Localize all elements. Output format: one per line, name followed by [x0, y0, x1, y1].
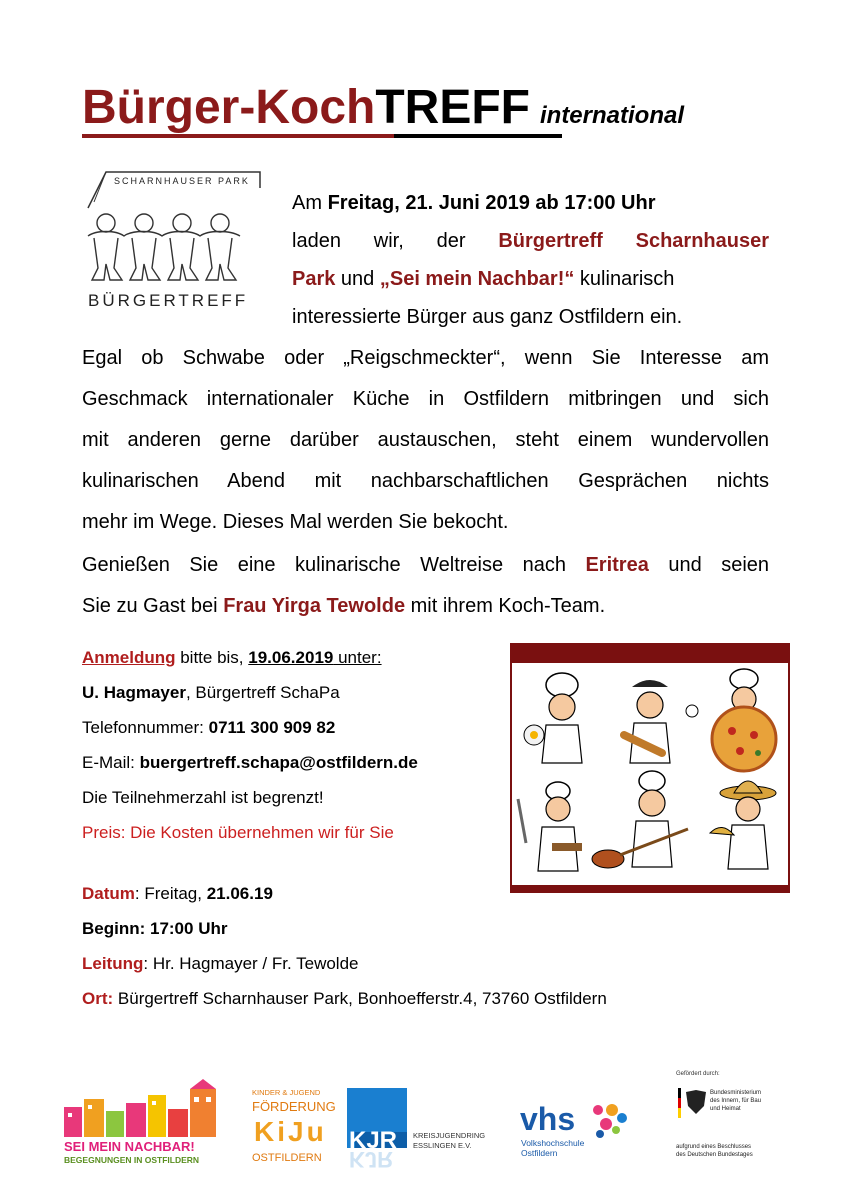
lead-line [82, 946, 607, 981]
title-underline-red [82, 134, 394, 138]
bmi-line1: Bundesministerium [710, 1090, 762, 1096]
kjr-line2: ESSLINGEN E.V. [413, 1141, 472, 1150]
paragraph-line: mehr im Wege. Dieses Mal werden Sie bekocht. [82, 511, 509, 533]
vhs-mark: vhs [520, 1101, 576, 1137]
vhs-line1: Volkshochschule [521, 1138, 585, 1148]
title-part-buerger-koch: Bürger-Koch [82, 81, 376, 134]
nachbar-title: SEI MEIN NACHBAR! [64, 1139, 195, 1154]
kjr-logo [347, 1088, 486, 1172]
event-date: Freitag, 21. Juni 2019 ab 17:00 Uhr [327, 192, 656, 214]
chef-figure [518, 782, 582, 871]
host-name-part: Bürgertreff [498, 230, 603, 252]
intro-word: wir, [373, 230, 404, 252]
bmi-line2: des Innern, für Bau [710, 1098, 762, 1104]
kiju-line3: KiJu [254, 1116, 327, 1147]
chef-figure [624, 680, 698, 763]
price-note: Preis: Die Kosten übernehmen wir für Sie [82, 823, 394, 842]
contact-name-line [82, 675, 418, 710]
registration-info [82, 640, 418, 850]
contact-name: U. Hagmayer [82, 683, 186, 702]
intro-text: und [335, 268, 380, 290]
vhs-line2: Ostfildern [521, 1148, 558, 1158]
chef-figure [712, 669, 776, 771]
paragraph-line: kulinarischen Abend mit nachbarschaftlichen Gesprächen nichts [82, 470, 769, 492]
host-name-part: Park [292, 268, 336, 290]
chef-figure [710, 781, 776, 869]
cuisine-paragraph [82, 545, 769, 627]
nachbar-subtitle: BEGEGNUNGEN IN OSTFILDERN [64, 1155, 200, 1165]
bmi-funded-label: Gefördert durch: [676, 1071, 720, 1077]
paragraph-line [82, 545, 769, 586]
country-name: Eritrea [585, 554, 649, 576]
paragraph-text: mit ihrem Koch-Team. [405, 595, 606, 617]
email-line [82, 745, 418, 780]
email-label: E-Mail: [82, 753, 140, 772]
sei-mein-nachbar-logo [62, 1085, 222, 1167]
kjr-mark: KJR [349, 1127, 398, 1154]
bmi-line3: und Heimat [710, 1106, 741, 1112]
intro-word: der [436, 230, 466, 252]
event-details [82, 876, 607, 1016]
start-time: Beginn: 17:00 Uhr [82, 919, 228, 938]
paragraph-line: mit anderen gerne darüber austauschen, steht einem wundervollen [82, 429, 769, 451]
date-text: : Freitag, [134, 884, 207, 903]
registration-text: bitte bis, [175, 648, 249, 667]
email-address[interactable]: buergertreff.schapa@ostfildern.de [139, 753, 418, 772]
intro-text: Am [292, 192, 328, 214]
paragraph-line [82, 586, 769, 627]
phone-number: 0711 300 909 82 [208, 718, 336, 737]
registration-label: Anmeldung [82, 648, 176, 667]
date-line [82, 876, 607, 911]
participant-limit-note: Die Teilnehmerzahl ist begrenzt! [82, 788, 324, 807]
host-name-part: Scharnhauser [635, 230, 769, 252]
paragraph-line: Geschmack internationaler Küche in Ostfildern mitbringen und sich [82, 388, 769, 410]
kiju-line4: OSTFILDERN [252, 1152, 322, 1164]
registration-line [82, 640, 418, 675]
bmi-line5: des Deutschen Bundestages [676, 1152, 753, 1158]
page-title [82, 80, 684, 135]
chefs-illustration [510, 643, 790, 893]
bmi-funding-logo [674, 1066, 784, 1166]
phone-label: Telefonnummer: [82, 718, 209, 737]
intro-line-3 [292, 260, 674, 298]
place-label: Ort: [82, 989, 114, 1008]
kiju-line2: FÖRDERUNG [252, 1099, 336, 1114]
intro-text: kulinarisch [574, 268, 675, 290]
chef-figure [524, 673, 582, 763]
logo-bottom-text: BÜRGERTREFF [88, 291, 249, 310]
paragraph-text: Genießen Sie eine kulinarische Weltreise nach [82, 554, 586, 576]
intro-line-4: interessierte Bürger aus ganz Ostfildern ein. [292, 306, 683, 328]
partner-name: „Sei mein Nachbar!“ [379, 268, 575, 290]
paragraph-line: Egal ob Schwabe oder „Reigschmeckter“, wenn Sie Interesse am [82, 347, 769, 369]
registration-deadline: 19.06.2019 [248, 648, 334, 667]
intro-word: laden [292, 230, 341, 252]
vhs-logo [520, 1100, 632, 1160]
title-part-treff: TREFF [375, 81, 530, 134]
chef-name: Frau Yirga Tewolde [223, 595, 406, 617]
description-paragraph [82, 338, 769, 543]
logo-top-text: SCHARNHAUSER PARK [114, 176, 250, 186]
chef-figure [592, 771, 688, 868]
buergertreff-logo [84, 168, 264, 318]
contact-org: , Bürgertreff SchaPa [185, 683, 340, 702]
paragraph-text: Sie zu Gast bei [82, 595, 224, 617]
place-line [82, 981, 607, 1016]
phone-line [82, 710, 418, 745]
title-part-international: international [539, 102, 684, 129]
kjr-line1: KREISJUGENDRING [413, 1131, 486, 1140]
kjr-mark-reflection: KJR [349, 1147, 394, 1172]
title-underline-black [394, 134, 562, 138]
bmi-line4: aufgrund eines Beschlusses [676, 1144, 752, 1150]
kiju-line1: KINDER & JUGEND [252, 1088, 321, 1097]
date-value: 21.06.19 [206, 884, 273, 903]
paragraph-text: und seien [648, 554, 770, 576]
registration-text: unter: [333, 648, 382, 667]
kiju-logo [250, 1085, 336, 1170]
lead-text: : Hr. Hagmayer / Fr. Tewolde [143, 954, 359, 973]
place-text: Bürgertreff Scharnhauser Park, Bonhoefferstr.4, 73760 Ostfildern [113, 989, 607, 1008]
start-line [82, 911, 607, 946]
intro-line-1 [292, 184, 655, 222]
date-label: Datum [82, 884, 135, 903]
lead-label: Leitung [82, 954, 144, 973]
intro-line-2 [292, 222, 769, 260]
